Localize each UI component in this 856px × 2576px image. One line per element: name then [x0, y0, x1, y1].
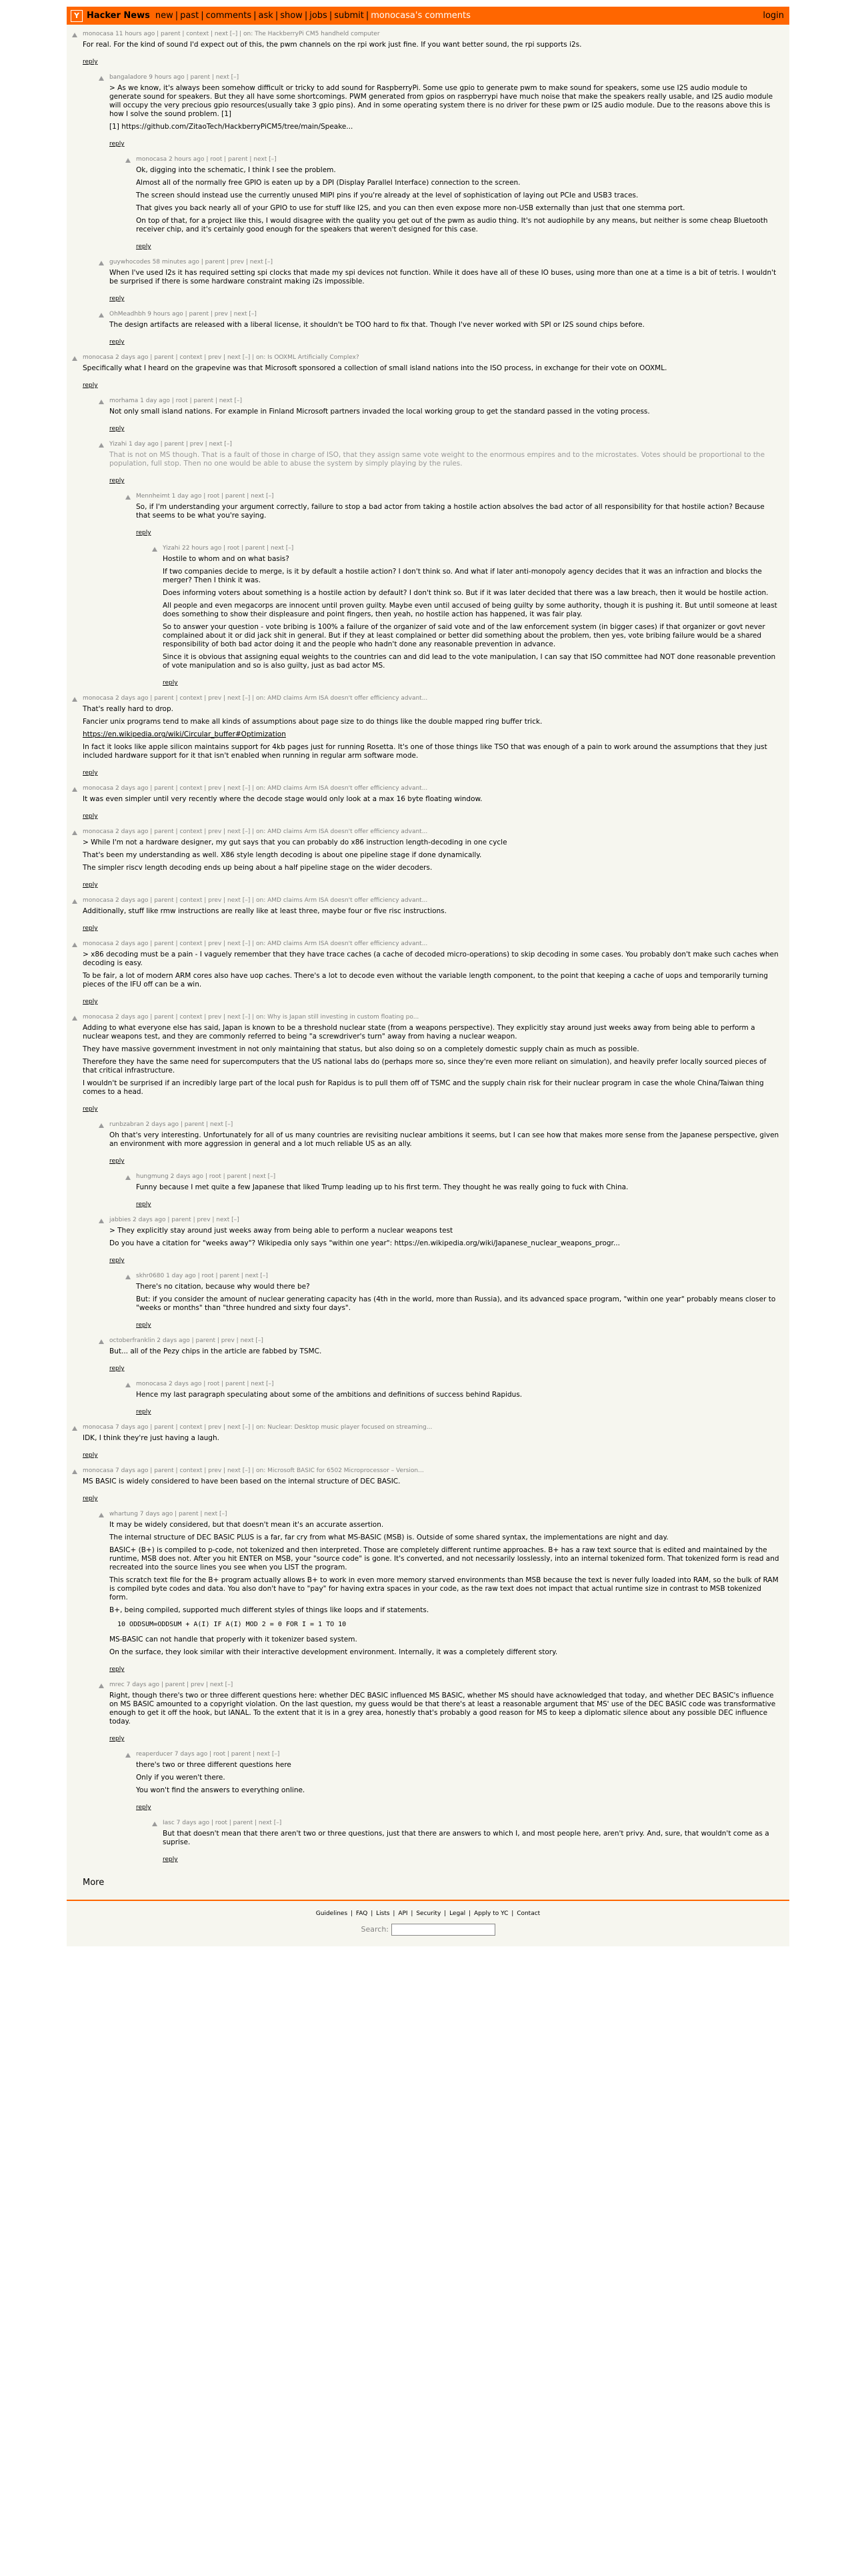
comment-text [83, 950, 780, 989]
comment-text [83, 907, 780, 916]
upvote-arrow-icon[interactable] [152, 1822, 157, 1826]
reply-link[interactable]: reply [109, 426, 125, 432]
comment-text [136, 1183, 780, 1192]
reply-link[interactable]: reply [83, 770, 98, 776]
comment-text [83, 364, 780, 373]
comment-paragraph: Hostile to whom and on what basis? [163, 555, 289, 563]
comment-text [109, 408, 780, 416]
comment-meta[interactable]: bangaladore 9 hours ago | parent | next [–] [109, 74, 239, 81]
nav-links [155, 11, 471, 21]
comment-paragraph: Specifically what I heard on the grapevine was that Microsoft sponsored a collection of small island nations into the ISO process, in exchange for their vote on OOXML. [83, 364, 667, 372]
search-label: Search: [361, 1925, 389, 1934]
reply-link[interactable]: reply [163, 680, 178, 686]
reply-link[interactable]: reply [109, 1736, 125, 1742]
comment-paragraph: This scratch text file for the B+ program actually allows B+ to work in even more memory starved environments than MSB because the text is never fully loaded into RAM, so the bulk of RAM is compiled byte codes and data. You also don't have to "pay" for having extra spaces in your code, as the raw text does not impact that actual runtime size in contrast to MSB tokenized form. [109, 1576, 779, 1601]
comment-paragraph: Ok, digging into the schematic, I think I see the problem. [136, 166, 336, 174]
comment [67, 1681, 789, 1746]
comment-thread [67, 25, 789, 1867]
comment-paragraph: BASIC+ (B+) is compiled to p-code, not tokenized and then interpreted. Those are completely different runtime approaches. B+ has a raw text source that is edited and maintained by the runtime, MSB does not. After you hit ENTER on MSB, your "source code" is gone. It's converted, and not necessarily losslessly, into an internal tokenized form. That tokenized form is read and recreated into the source lines you see when you LIST the program. [109, 1546, 779, 1571]
footer-link[interactable]: Lists [376, 1910, 390, 1917]
footer-link[interactable]: Guidelines [315, 1910, 348, 1917]
upvote-arrow-icon[interactable] [99, 1684, 104, 1688]
reply-link[interactable]: reply [109, 1257, 125, 1264]
comment-paragraph: Additionally, stuff like rmw instructions are really like at least three, maybe four or five risc instructions. [83, 907, 447, 915]
comment-meta[interactable]: monocasa 7 days ago | parent | context | prev | next [–] | on: Microsoft BASIC for 6502 Microprocessor – Version... [83, 1467, 424, 1474]
upvote-arrow-icon[interactable] [99, 261, 104, 265]
reply-link[interactable]: reply [136, 1201, 151, 1208]
comment-paragraph: Therefore they have the same need for supercomputers that the US national labs do (perhaps more so, since they're even more reliant on simulation), and heavily prefer locally sourced pieces of that critical infrastructure. [83, 1058, 767, 1075]
comment-paragraph: Right, though there's two or three different questions here: whether DEC BASIC influenced MS BASIC, whether MS should have acknowledged that today, and whether DEC BASIC's influence on MS BASIC amounted to a copyright violation. On the last question, my guess would be that there's at least a reasonable argument that MS' use of the DEC BASIC code was transformative enough to get it off the hook, but IANAL. To the extent that it is in a grey area, honestly that's probably a good reason for MS to keep a diplomatic silence about any possible DEC influence today. [109, 1692, 776, 1726]
comment-text [163, 555, 780, 670]
comment-meta[interactable]: monocasa 7 days ago | parent | context | prev | next [–] | on: Nuclear: Desktop music player focused on streaming... [83, 1424, 433, 1431]
comment [67, 1121, 789, 1169]
comment [67, 73, 789, 151]
comment-meta[interactable]: monocasa 2 days ago | parent | context | prev | next [–] | on: AMD claims Arm ISA doesn't offer efficiency advant... [83, 940, 428, 947]
comment-meta[interactable]: monocasa 2 days ago | parent | context | prev | next [–] | on: Why is Japan still investing in custom floating po... [83, 1014, 419, 1021]
comment-paragraph: They have massive government investment in not only maintaining that status, but also doing so on a completely domestic supply chain as much as possible. [83, 1045, 639, 1053]
upvote-arrow-icon[interactable] [99, 1219, 104, 1223]
comment [67, 544, 789, 690]
comment-paragraph: So, if I'm understanding your argument correctly, failure to stop a bad actor from taking a hostile action absolves the bad actor of all responsibility for that hostile action? Because that seems to be what you're saying. [136, 503, 765, 520]
comment [67, 784, 789, 824]
upvote-arrow-icon[interactable] [125, 1175, 131, 1180]
footer-separator: | [509, 1910, 516, 1917]
upvote-arrow-icon[interactable] [72, 830, 77, 835]
nav-separator: | [253, 11, 257, 21]
more-link[interactable]: More [83, 1878, 105, 1888]
nav-comments[interactable]: comments [205, 11, 252, 21]
footer-links [67, 1910, 789, 1917]
comment-paragraph: But: if you consider the amount of nuclear generating capacity has (4th in the world, more than Russia), and its advanced space program, "within one year" probably means closer to "weeks or months" than "three hundred and sixty four days". [136, 1295, 776, 1312]
footer-separator: | [391, 1910, 397, 1917]
comment-text [136, 166, 780, 234]
reply-link[interactable]: reply [109, 141, 125, 147]
comment-paragraph: Since it is obvious that assigning equal weights to the countries can and did lead to the vote manipulation, I can say that ISO committee had NOT done reasonable prevention of vote manipulation and so is also guilty, just as bad actor MS. [163, 653, 776, 670]
nav-jobs[interactable]: jobs [309, 11, 327, 21]
comment-paragraph: For real. For the kind of sound I'd expect out of this, the pwm channels on the rpi work just fine. If you want better sound, the rpi supports i2s. [83, 41, 582, 49]
comment-paragraph: Does informing voters about something is a hostile action by default? I don't think so. But if it was later decided that there was a law breach, then it would be hostile action. [163, 589, 769, 597]
comment-paragraph: Not only small island nations. For example in Finland Microsoft partners invaded the local working group to get the standard passed in the voting process. [109, 408, 650, 416]
upvote-arrow-icon[interactable] [99, 313, 104, 317]
comment [67, 896, 789, 936]
comment [67, 1423, 789, 1463]
upvote-arrow-icon[interactable] [99, 76, 104, 81]
comment-text [136, 1391, 780, 1399]
reply-link[interactable]: reply [83, 382, 98, 389]
footer-link[interactable]: API [398, 1910, 408, 1917]
comment-paragraph: I wouldn't be surprised if an incredibly large part of the local push for Rapidus is to pull them off of TSMC and the supply chain risk for their nuclear program in case the whole China/Taiwan thing comes to a head. [83, 1079, 764, 1096]
comment-paragraph: The screen should instead use the currently unused MIPI pins if you're already at the level of sophistication of laying out PCIe and USB3 traces. [136, 191, 639, 199]
comment-meta[interactable]: monocasa 2 days ago | parent | context | prev | next [–] | on: AMD claims Arm ISA doesn't offer efficiency advant... [83, 897, 428, 904]
upvote-arrow-icon[interactable] [99, 443, 104, 448]
comment-paragraph: There's no citation, because why would there be? [136, 1283, 310, 1291]
comment-text [109, 1131, 780, 1149]
comment [67, 1750, 789, 1815]
site-title[interactable]: Hacker News [87, 11, 150, 21]
reply-link[interactable]: reply [136, 1322, 151, 1329]
comment-paragraph: Only if you weren't there. [136, 1774, 225, 1782]
reply-link[interactable]: reply [136, 530, 151, 536]
comment-paragraph: But... all of the Pezy chips in the article are fabbed by TSMC. [109, 1347, 322, 1355]
footer-link[interactable]: Legal [449, 1910, 466, 1917]
comment [67, 1013, 789, 1117]
comment-paragraph: B+, being compiled, supported much different styles of things like loops and if statements. [109, 1606, 429, 1614]
comment [67, 310, 789, 350]
reply-link[interactable]: reply [136, 1804, 151, 1811]
comment [67, 492, 789, 540]
comment-paragraph: IDK, I think they're just having a laugh. [83, 1434, 219, 1442]
comment-text [163, 1830, 780, 1847]
comment-text [109, 84, 780, 131]
comment-text [83, 705, 780, 760]
comment-text [83, 838, 780, 872]
upvote-arrow-icon[interactable] [125, 1275, 131, 1279]
comment-meta[interactable]: OhMeadhbh 9 hours ago | parent | prev | next [–] [109, 311, 257, 317]
comment [67, 694, 789, 780]
upvote-arrow-icon[interactable] [72, 899, 77, 904]
nav-separator: | [175, 11, 179, 21]
comment-meta[interactable]: Mennheimt 1 day ago | root | parent | next [–] [136, 493, 274, 500]
upvote-arrow-icon[interactable] [72, 1426, 77, 1431]
comment-paragraph: Do you have a citation for "weeks away"? Wikipedia only says "within one year": https://en.wikipedia.org/wiki/Japanese_nuclear_weapons_progr... [109, 1239, 620, 1247]
comment-paragraph: Fancier unix programs tend to make all kinds of assumptions about page size to do things like the double mapped ring buffer trick. [83, 718, 543, 726]
comment-text [109, 1692, 780, 1726]
comment [67, 155, 789, 254]
comment [67, 1467, 789, 1506]
comment-paragraph: MS BASIC is widely considered to have been based on the internal structure of DEC BASIC. [83, 1477, 401, 1485]
reply-link[interactable]: reply [136, 1409, 151, 1415]
comment [67, 1380, 789, 1419]
comment-meta[interactable]: octoberfranklin 2 days ago | parent | prev | next [–] [109, 1337, 263, 1344]
comment-meta[interactable]: Iasc 7 days ago | root | parent | next [–] [163, 1820, 282, 1826]
nav-separator: | [365, 11, 369, 21]
comment-text [136, 503, 780, 520]
comment-text [83, 41, 780, 49]
comment-paragraph: When I've used I2s it has required setting spi clocks that made my spi devices not function. While it does have all of these IO buses, using more than one at a time is a bit of tetris. I wouldn't be surprised if there is some hardware constraint making i2s impossible. [109, 269, 777, 285]
comment-paragraph: So to answer your question - vote bribing is 100% a failure of the organizer of said vote and of the law enforcement system (in bigger cases) if that organizer or govt never complained about it or did jack shit in general. But if they at least complained or better did something about the problem, then yes, vote bribing failure would be a shared responsibility of both bad actor doing it and the people who hadn't done any reasonable prevention in advance. [163, 623, 765, 648]
comment-paragraph: But that doesn't mean that there aren't two or three questions, just that there are answers to which I, and most people here, aren't privy. And, sure, that wouldn't come as a suprise. [163, 1830, 769, 1846]
comment-paragraph: there's two or three different questions here [136, 1761, 291, 1769]
comment-meta[interactable]: monocasa 2 days ago | parent | context | prev | next [–] | on: AMD claims Arm ISA doesn't offer efficiency advant... [83, 828, 428, 835]
footer-link[interactable]: Contact [517, 1910, 541, 1917]
upvote-arrow-icon[interactable] [72, 787, 77, 792]
reply-link[interactable]: reply [83, 1495, 98, 1502]
login-link[interactable]: login [763, 11, 784, 21]
reply-link[interactable]: reply [109, 339, 125, 346]
upvote-arrow-icon[interactable] [72, 1469, 77, 1474]
comment-text [109, 321, 780, 330]
nav-submit[interactable]: submit [334, 11, 364, 21]
footer-search [67, 1924, 789, 1936]
comment [67, 1510, 789, 1677]
nav-separator: | [275, 11, 279, 21]
comment-paragraph: It may be widely considered, but that doesn't mean it's an accurate assertion. [109, 1521, 384, 1529]
reply-link[interactable]: reply [109, 1666, 125, 1673]
comment-text [109, 1227, 780, 1248]
upvote-arrow-icon[interactable] [125, 1753, 131, 1758]
comment-meta[interactable]: hungmung 2 days ago | root | parent | next [–] [136, 1173, 276, 1180]
nav-show[interactable]: show [280, 11, 303, 21]
comment-paragraph: That's been my understanding as well. X86 style length decoding is about one pipeline stage if done dynamically. [83, 851, 482, 859]
comment-meta[interactable]: reaperducer 7 days ago | root | parent | next [–] [136, 1751, 280, 1758]
comment-text [136, 1761, 780, 1795]
reply-link[interactable]: reply [83, 925, 98, 932]
reply-link[interactable]: reply [83, 882, 98, 888]
comment-meta[interactable]: Yizahi 1 day ago | parent | prev | next [–] [109, 441, 232, 448]
footer-link[interactable]: Apply to YC [473, 1910, 509, 1917]
comment-paragraph[interactable]: https://en.wikipedia.org/wiki/Circular_buffer#Optimization [83, 730, 286, 738]
comment-text [109, 451, 780, 468]
reply-link[interactable]: reply [163, 1856, 178, 1863]
nav-separator: | [304, 11, 308, 21]
upvote-arrow-icon[interactable] [99, 1339, 104, 1344]
footer-separator: | [442, 1910, 449, 1917]
comment-meta[interactable]: Yizahi 22 hours ago | root | parent | next [–] [163, 545, 294, 552]
reply-link[interactable]: reply [83, 1106, 98, 1113]
reply-link[interactable]: reply [109, 1158, 125, 1165]
upvote-arrow-icon[interactable] [99, 1513, 104, 1517]
upvote-arrow-icon[interactable] [72, 1016, 77, 1021]
comment-paragraph: On top of that, for a project like this, I would disagree with the quality you get out of the pwm as audio thing. It's not audiophile by any means, but neither is some cheap Bluetooth receiver chip, and it's certainly good enough for the speakers that weren't designed for this case. [136, 217, 768, 233]
comment [67, 1337, 789, 1376]
upvote-arrow-icon[interactable] [125, 158, 131, 163]
upvote-arrow-icon[interactable] [72, 356, 77, 361]
comment-paragraph: Oh that's very interesting. Unfortunately for all of us many countries are revisiting nuclear ambitions it seems, but I can see how that makes more sense from the Japanese perspective, given an environment with more aggression in general and a lot much reliable US as an ally. [109, 1131, 779, 1148]
comment-paragraph: MS-BASIC can not handle that properly with it tokenizer based system. [109, 1636, 357, 1644]
comment-meta[interactable]: whartung 7 days ago | parent | next [–] [109, 1511, 227, 1517]
footer-separator: | [349, 1910, 355, 1917]
comment [67, 354, 789, 393]
comment-paragraph: Hence my last paragraph speculating about some of the ambitions and definitions of success behind Rapidus. [136, 1391, 523, 1399]
comment-text [83, 1434, 780, 1443]
nav-new[interactable]: new [155, 11, 173, 21]
footer-separator: | [409, 1910, 415, 1917]
reply-link[interactable]: reply [83, 813, 98, 820]
comment-paragraph: The design artifacts are released with a liberal license, it shouldn't be TOO hard to fix that. Though I've never worked with SPI or I2S sound chips before. [109, 321, 645, 329]
comment-paragraph: The simpler riscv length decoding ends up being about a half pipeline stage on the wider decoders. [83, 864, 433, 872]
comment [67, 30, 789, 69]
comment [67, 1216, 789, 1268]
upvote-arrow-icon[interactable] [125, 1383, 131, 1387]
code-block: 10 ODDSUM=ODDSUM + A(I) IF A(I) MOD 2 = 0 FOR I = 1 TO 10 [117, 1621, 347, 1628]
nav-past[interactable]: past [180, 11, 199, 21]
comment-paragraph: Funny because I met quite a few Japanese that liked Trump leading up to his first term. They thought he was really going to fuck with China. [136, 1183, 629, 1191]
comment-text [83, 1024, 780, 1097]
comment-meta[interactable]: guywhocodes 58 minutes ago | parent | prev | next [–] [109, 259, 273, 265]
footer-link[interactable]: Security [416, 1910, 441, 1917]
comment-paragraph: That gives you back nearly all of your GPIO to use for stuff like I2S, and you can then even expose more non-USB externally than just that one stemma port. [136, 204, 685, 212]
reply-link[interactable]: reply [109, 478, 125, 484]
comment-paragraph: > While I'm not a hardware designer, my gut says that you can probably do x86 instruction length-decoding in one cycle [83, 838, 507, 846]
comment-meta[interactable]: mrec 7 days ago | parent | prev | next [–] [109, 1682, 233, 1688]
comment-paragraph: Adding to what everyone else has said, Japan is known to be a threshold nuclear state (from a weapons perspective). They explicitly stay around just weeks away from being able to perform a nuclear weapons test, and they are commonly referred to being "a screwdriver's turn" away from having a nuclear weapon. [83, 1024, 755, 1041]
comment-text [83, 795, 780, 804]
comment-paragraph: To be fair, a lot of modern ARM cores also have uop caches. There's a lot to decode even without the variable length component, to the point that keeping a cache of uops and temporarily turning pieces of the IFU off can be a win. [83, 972, 768, 989]
comment-paragraph: If two companies decide to merge, is it by default a hostile action? I don't think so. And what if later anti-monopoly agency decides that it was an infraction and blocks the merger? Then I think it was. [163, 568, 762, 584]
comment-paragraph: > As we know, it's always been somehow difficult or tricky to add sound for RaspberryPi. Some use gpio to generate pwm to make sound for speakers, some use I2S audio module to generate sound for speakers. But they all have some shortcomings. PWM generated from gpios on raspberrypi have much noise that make the speakers really usable, and I2S audio module will occupy the very precious gpio resources(usually take 3 gpio pins). And in some operating system there is no driver for these pwm or I2S audio module. Due to the reasons above this is how I solve the sound problem. [1] [109, 84, 773, 118]
nav-separator: | [329, 11, 333, 21]
search-input[interactable] [391, 1924, 495, 1936]
comment-meta[interactable]: runbzabran 2 days ago | parent | next [–] [109, 1121, 233, 1128]
nav-user-comments[interactable]: monocasa's comments [371, 11, 471, 21]
nav-separator: | [201, 11, 204, 21]
comment-meta[interactable]: monocasa 2 days ago | parent | context | prev | next [–] | on: AMD claims Arm ISA doesn't offer efficiency advant... [83, 695, 428, 702]
reply-link[interactable]: reply [109, 295, 125, 302]
comment-paragraph: In fact it looks like apple silicon maintains support for 4kb pages just for running Rosetta. It's one of those things like TSO that was enough of a pain to work around the assumptions that they just included hardware support for it that isn't enabled when running in regular arm software mode. [83, 743, 767, 760]
upvote-arrow-icon[interactable] [72, 697, 77, 702]
footer-separator: | [369, 1910, 375, 1917]
comment-meta[interactable]: morhama 1 day ago | root | parent | next [–] [109, 398, 243, 404]
comment-paragraph: On the surface, they look similar with their interactive development environment. Internally, it was a completely different story. [109, 1648, 558, 1656]
comment [67, 828, 789, 892]
reply-link[interactable]: reply [109, 1365, 125, 1372]
comment [67, 397, 789, 436]
comment-text [109, 1521, 780, 1657]
comment-paragraph: You won't find the answers to everything online. [136, 1786, 305, 1794]
comment-meta[interactable]: monocasa 2 days ago | parent | context | prev | next [–] | on: Is OOXML Artificially Complex? [83, 354, 359, 361]
comment [67, 1173, 789, 1212]
comment-meta[interactable]: monocasa 2 hours ago | root | parent | next [–] [136, 156, 277, 163]
comment-text [83, 1477, 780, 1486]
comment-paragraph: That is not on MS though. That is a fault of those in charge of ISO, that they assign same vote weight to the enormous empires and to the microstates. Votes should be proportional to the population, full stop. Then no one would be able to abuse the system by simply playing by the rules. [109, 451, 765, 468]
footer-link[interactable]: FAQ [355, 1910, 368, 1917]
comment-paragraph: [1] https://github.com/ZitaoTech/HackberryPiCM5/tree/main/Speake... [109, 123, 353, 131]
comment [67, 1819, 789, 1867]
upvote-arrow-icon[interactable] [72, 942, 77, 947]
reply-link[interactable]: reply [83, 1452, 98, 1459]
comment [67, 1272, 789, 1333]
reply-link[interactable]: reply [83, 999, 98, 1005]
hn-page [67, 7, 789, 1946]
comment-meta[interactable]: jabbies 2 days ago | parent | prev | next [–] [109, 1217, 239, 1223]
upvote-arrow-icon[interactable] [99, 1123, 104, 1128]
comment [67, 440, 789, 488]
comment-text [109, 1347, 780, 1356]
comment [67, 940, 789, 1009]
comment-meta[interactable]: monocasa 2 days ago | root | parent | next [–] [136, 1381, 274, 1387]
nav-ask[interactable]: ask [258, 11, 273, 21]
upvote-arrow-icon[interactable] [99, 400, 104, 404]
comment-text [136, 1283, 780, 1313]
top-bar [67, 7, 789, 25]
comment-meta[interactable]: skhr0680 1 day ago | root | parent | next [–] [136, 1273, 268, 1279]
y-logo-icon[interactable]: Y [71, 10, 83, 22]
footer [67, 1900, 789, 1946]
comment-meta[interactable]: monocasa 2 days ago | parent | context | prev | next [–] | on: AMD claims Arm ISA doesn't offer efficiency advant... [83, 785, 428, 792]
comment-paragraph: It was even simpler until very recently where the decode stage would only look at a max 16 byte floating window. [83, 795, 483, 803]
comment-paragraph: > x86 decoding must be a pain - I vaguely remember that they have trace caches (a cache of decoded micro-operations) to skip decoding in some cases. You probably don't make such caches when decoding is easy. [83, 950, 779, 967]
reply-link[interactable]: reply [83, 59, 98, 65]
comment [67, 258, 789, 306]
footer-separator: | [467, 1910, 473, 1917]
reply-link[interactable]: reply [136, 243, 151, 250]
comment-paragraph: Almost all of the normally free GPIO is eaten up by a DPI (Display Parallel Interface) connection to the screen. [136, 179, 521, 187]
comment-text [109, 269, 780, 286]
comment-meta[interactable]: monocasa 11 hours ago | parent | context | next [–] | on: The HackberryPi CM5 handheld computer [83, 31, 380, 37]
comment-paragraph: All people and even megacorps are innocent until proven guilty. Maybe even until accused of being guilty by some authority, though it is pushing it. But until someone at least does something to show their displeasure and point fingers, then yeah, no hostile action has happened, it was fair play. [163, 602, 777, 618]
comment-paragraph: > They explicitly stay around just weeks away from being able to perform a nuclear weapons test [109, 1227, 453, 1235]
upvote-arrow-icon[interactable] [152, 547, 157, 552]
comment-paragraph: That's really hard to drop. [83, 705, 173, 713]
comment-paragraph: The internal structure of DEC BASIC PLUS is a far, far cry from what MS-BASIC (MSB) is. Outside of some shared syntax, the implementations are night and day. [109, 1533, 669, 1541]
upvote-arrow-icon[interactable] [125, 495, 131, 500]
upvote-arrow-icon[interactable] [72, 33, 77, 37]
